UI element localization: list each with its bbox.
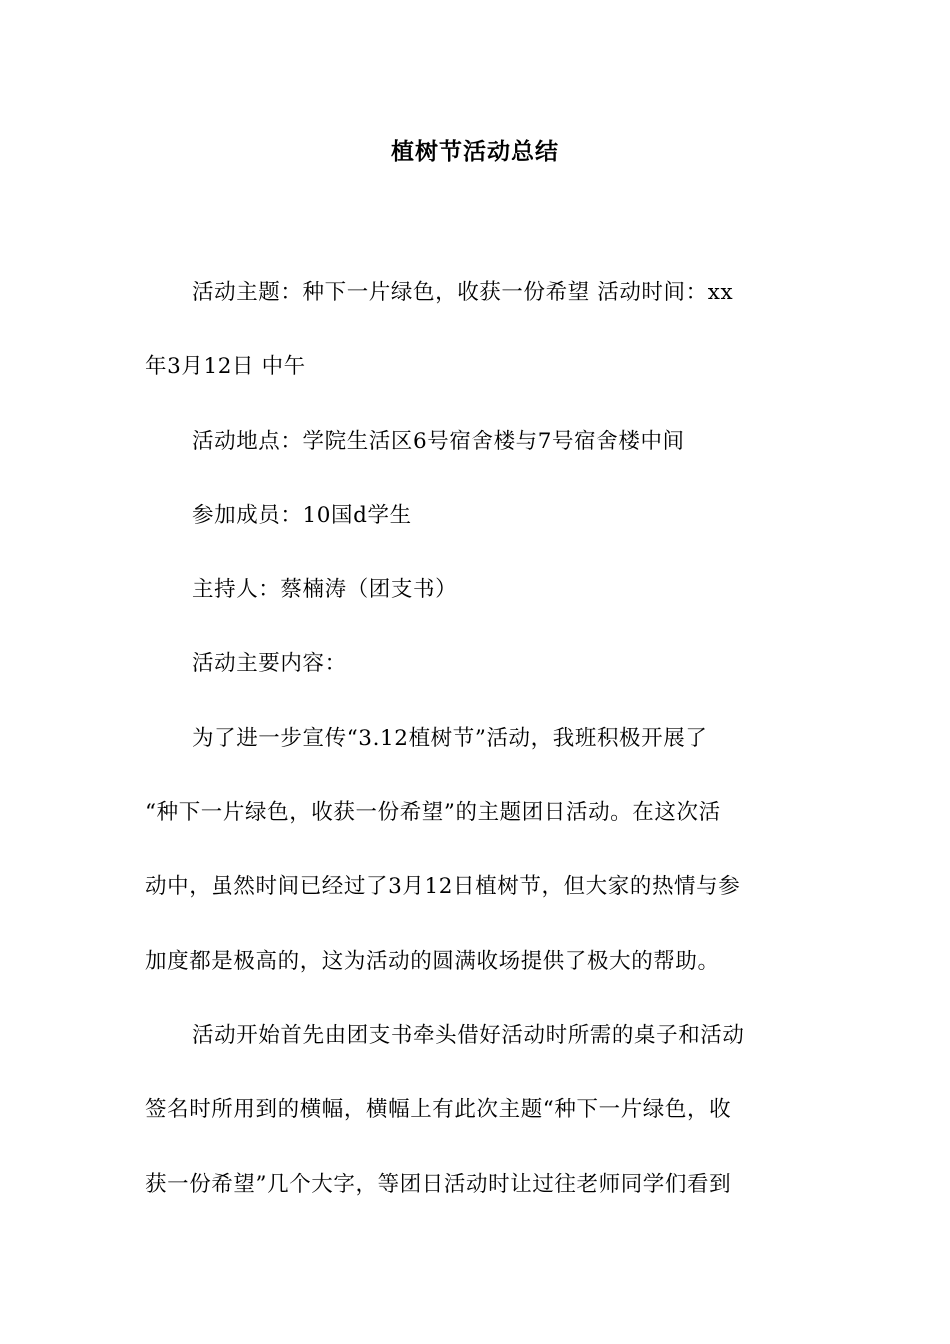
line-content-heading: 活动主要内容： [192,651,347,677]
document-title: 植树节活动总结 [391,138,559,165]
paragraph-2-line-2: 签名时所用到的横幅，横幅上有此次主题“种下一片绿色，收 [145,1097,732,1123]
document-body [145,256,807,1222]
paragraph-2-line-1: 活动开始首先由团支书牵头借好活动时所需的桌子和活动 [192,1022,745,1048]
paragraph-1-line-3: 动中，虽然时间已经过了3月12日植树节，但大家的热情与参 [145,874,741,900]
line-date: 年3月12日 中午 [145,354,306,380]
line-host: 主持人：蔡楠涛（团支书） [192,577,458,603]
line-participants: 参加成员：10国d学生 [192,502,412,528]
paragraph-2-line-3: 获一份希望”几个大字，等团日活动时让过往老师同学们看到 [145,1171,732,1197]
paragraph-1-line-1: 为了进一步宣传“3.12植树节”活动，我班积极开展了 [192,725,708,751]
paragraph-1-line-4: 加度都是极高的，这为活动的圆满收场提供了极大的帮助。 [145,948,720,974]
line-location: 活动地点：学院生活区6号宿舍楼与7号宿舍楼中间 [192,428,685,454]
paragraph-1-line-2: “种下一片绿色，收获一份希望”的主题团日活动。在这次活 [145,800,721,826]
line-theme-time: 活动主题：种下一片绿色，收获一份希望 活动时间：xx [192,280,734,305]
